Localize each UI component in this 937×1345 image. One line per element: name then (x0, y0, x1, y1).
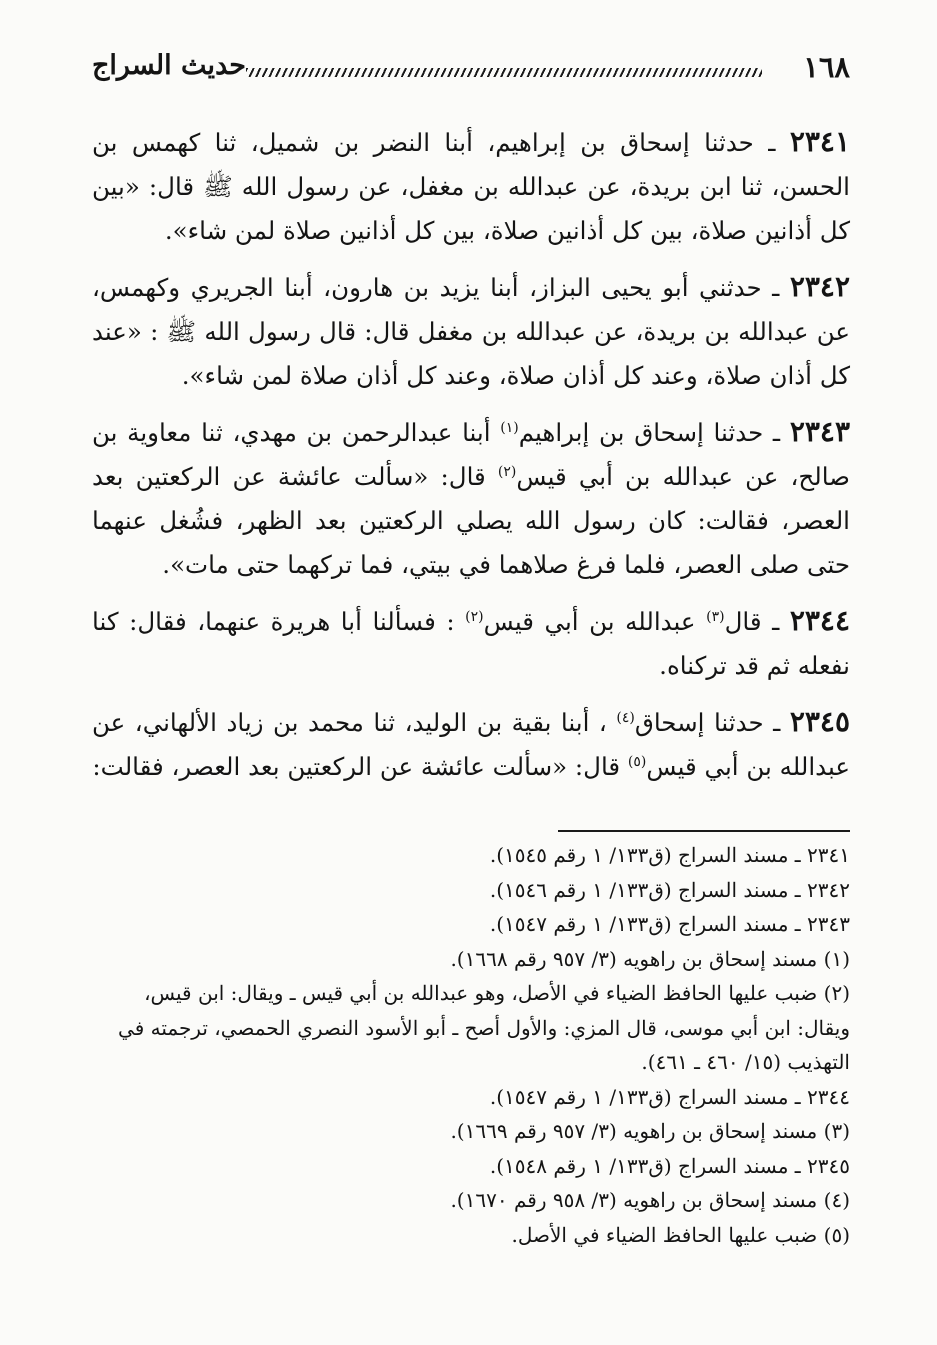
hadith-text: عبدالله بن أبي قيس (483, 607, 707, 636)
hadith-2345 (92, 700, 850, 789)
footnote-marker: (٥) (627, 753, 647, 770)
main-text (92, 120, 850, 801)
footnote-item: ٢٣٤٣ ـ مسند السراج (ق١٣٣/ ١ رقم ١٥٤٧). (489, 912, 850, 936)
footnote-item: ٢٣٤٥ ـ مسند السراج (ق١٣٣/ ١ رقم ١٥٤٨). (489, 1153, 850, 1178)
footnote-marker: (٢) (465, 608, 484, 625)
hadith-number: ٢٣٤٢ (789, 270, 850, 303)
hadith-text: قال: «سألت عائشة عن الركعتين بعد العصر، فقالت: كان رسول الله يصلي الركعتين بعد الظهر، فشُغل عنهما حتى صلى العصر، فلما فرغ صلاهما في بيتي، فما تركهما حتى مات». (92, 462, 850, 579)
footnotes (92, 838, 850, 1252)
hadith-text: حدثني أبو يحيى البزاز، أبنا يزيد بن هارون، أبنا الجريري وكهمس، عن عبدالله بن بريدة، عن عبدالله بن مغفل قال: قال رسول الله ﷺ : «عند كل أذان صلاة، وعند كل أذان صلاة، وعند كل أذان صلاة لمن شاء». (92, 273, 850, 390)
hadith-dash: ـ (761, 273, 790, 302)
hadith-text: قال: «سألت عائشة عن الركعتين بعد العصر، فقالت: (92, 752, 628, 781)
hadith-2343 (92, 410, 850, 587)
hadith-number: ٢٣٤٣ (789, 415, 850, 448)
hadith-text: : فسألنا أبا هريرة عنهما، فقال: كنا نفعله ثم قد تركناه. (92, 607, 850, 680)
hadith-number: ٢٣٤٤ (789, 604, 850, 637)
footnote-marker: (١) (500, 419, 519, 436)
footnote-separator (558, 830, 850, 832)
hadith-text: حدثنا إسحاق بن إبراهيم، أبنا النضر بن شميل، ثنا كهمس بن الحسن، ثنا ابن بريدة، عن عبدالله بن مغفل، عن رسول الله ﷺ قال: «بين كل أذانين صلاة، بين كل أذانين صلاة، بين كل أذانين صلاة لمن شاء». (92, 128, 850, 245)
hadith-dash: ـ (763, 418, 790, 447)
hadith-text: حدثنا إسحاق (634, 708, 764, 737)
hadith-2341 (92, 120, 850, 253)
footnote-item: (٣) مسند إسحاق بن راهويه (٣/ ٩٥٧ رقم ١٦٦٩). (450, 1119, 850, 1143)
hadith-text: ، أبنا بقية بن الوليد، ثنا محمد بن زياد الألهاني، عن عبدالله بن أبي قيس (92, 708, 850, 781)
hadith-dash: ـ (763, 708, 790, 737)
footnote-item: (٢) ضبب عليها الحافظ الضياء في الأصل، وهو عبدالله بن أبي قيس ـ ويقال: ابن قيس، ويقال: ابن أبي موسى، قال المزي: والأول أصح ـ أبو الأسود النصري الحمصي، ترجمته في التهذيب (١٥/ ٤٦٠ ـ ٤٦١). (118, 981, 850, 1074)
footnote-item: ٢٣٤١ ـ مسند السراج (ق١٣٣/ ١ رقم ١٥٤٥). (489, 843, 850, 867)
footnote-item: (١) مسند إسحاق بن راهويه (٣/ ٩٥٧ رقم ١٦٦٨). (450, 946, 850, 971)
hadith-dash: ـ (753, 128, 790, 157)
footnote-marker: (٤) (616, 709, 635, 726)
footnote-item: ٢٣٤٢ ـ مسند السراج (ق١٣٣/ ١ رقم ١٥٤٦). (489, 877, 850, 902)
hadith-text: قال (724, 607, 762, 636)
footnote-marker: (٢) (497, 463, 517, 480)
hadith-dash: ـ (761, 607, 790, 636)
running-title: حديث السراج (92, 50, 246, 81)
hadith-number: ٢٣٤١ (789, 125, 850, 158)
page-number: ١٦٨ (803, 50, 850, 84)
footnote-item: (٤) مسند إسحاق بن راهويه (٣/ ٩٥٨ رقم ١٦٧٠). (450, 1188, 850, 1212)
page-header (92, 48, 850, 88)
footnote-item: (٥) ضبب عليها الحافظ الضياء في الأصل. (511, 1222, 850, 1247)
hadith-2342 (92, 265, 850, 398)
footnote-item: ٢٣٤٤ ـ مسند السراج (ق١٣٣/ ١ رقم ١٥٤٧). (489, 1084, 850, 1109)
header-hatched-rule (246, 68, 762, 77)
hadith-text: أبنا عبدالرحمن بن مهدي، ثنا معاوية بن صالح، عن عبدالله بن أبي قيس (92, 418, 850, 491)
hadith-2344 (92, 599, 850, 688)
hadith-number: ٢٣٤٥ (789, 705, 850, 738)
hadith-text: حدثنا إسحاق بن إبراهيم (518, 418, 764, 447)
footnote-marker: (٣) (706, 608, 725, 625)
